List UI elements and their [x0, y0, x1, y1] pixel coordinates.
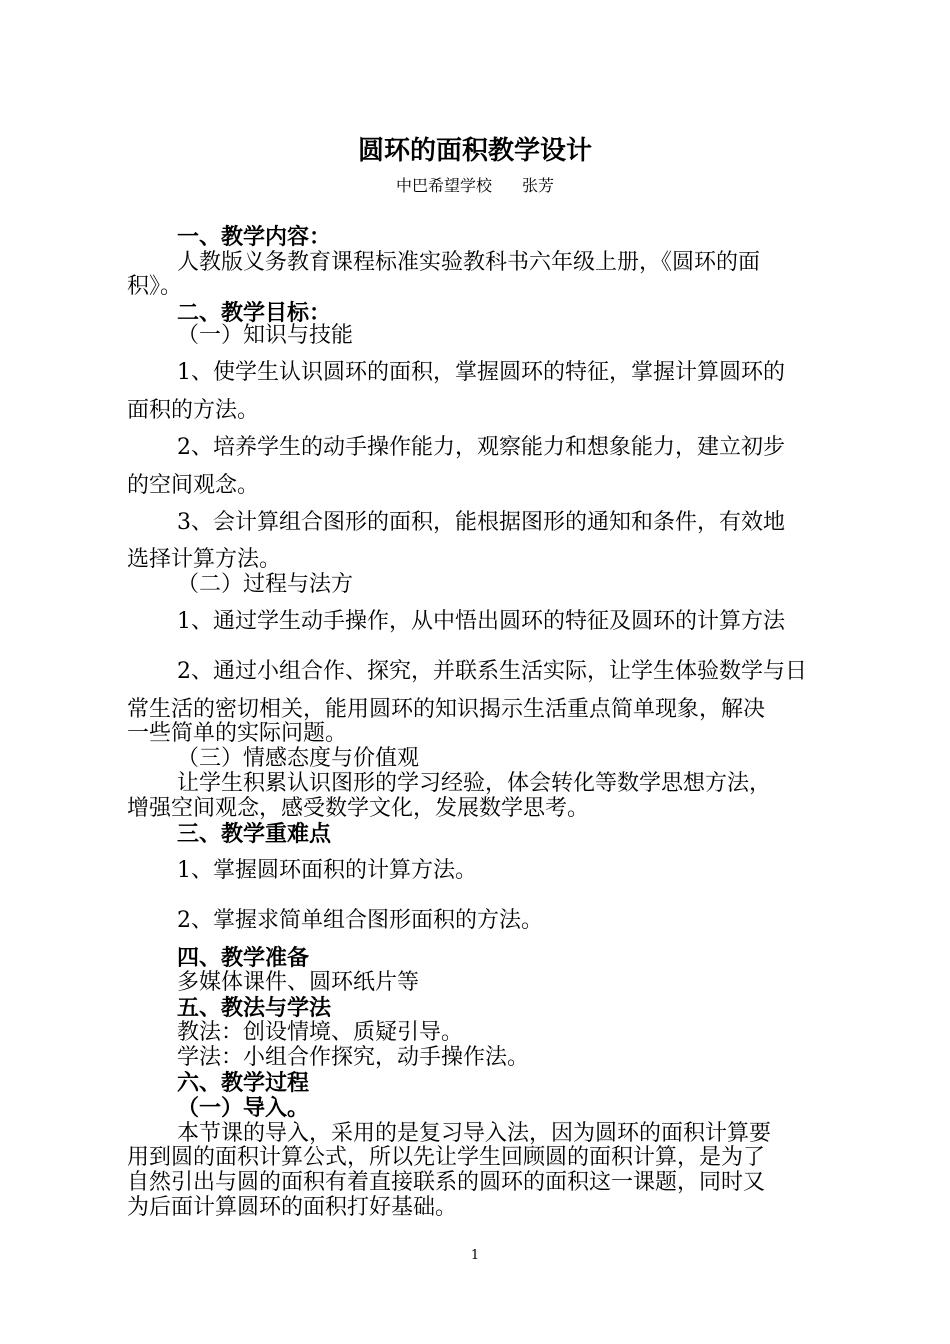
paragraph-line: 1、使学生认识圆环的面积，掌握圆环的特征，掌握计算圆环的: [177, 360, 785, 385]
paragraph-line: 学法：小组合作探究，动手操作法。: [177, 1045, 530, 1070]
heading-key-points: 三、教学重难点: [177, 821, 332, 847]
school-name: 中巴希望学校: [395, 176, 492, 195]
paragraph-line: 3、会计算组合图形的面积，能根据图形的通知和条件，有效地: [177, 510, 785, 535]
paragraph-line: 1、通过学生动手操作，从中悟出圆环的特征及圆环的计算方法: [177, 609, 785, 634]
subheading-intro: （一）导入。: [177, 1095, 310, 1121]
author-line: [0, 176, 950, 196]
paragraph-line: 多媒体课件、圆环纸片等: [177, 970, 420, 995]
page-number: 1: [470, 1248, 480, 1263]
subheading-process: （二）过程与法方: [177, 572, 354, 597]
paragraph-line: 1、掌握圆环面积的计算方法。: [177, 858, 477, 883]
paragraph-line: 2、掌握求简单组合图形面积的方法。: [177, 908, 543, 933]
paragraph-line: 增强空间观念，感受数学文化，发展数学思考。: [127, 796, 590, 821]
subheading-attitude: （三）情感态度与价值观: [177, 746, 420, 771]
paragraph-line: 一些简单的实际问题。: [127, 721, 348, 746]
heading-process: 六、教学过程: [177, 1070, 310, 1096]
page-title: 圆环的面积教学设计: [357, 136, 592, 166]
heading-preparation: 四、教学准备: [177, 945, 310, 971]
subheading-knowledge: （一）知识与技能: [177, 323, 354, 348]
heading-methods: 五、教法与学法: [177, 995, 332, 1021]
paragraph-line: 自然引出与圆的面积有着直接联系的圆环的面积这一课题，同时又: [127, 1170, 766, 1195]
paragraph-line: 选择计算方法。: [127, 547, 282, 572]
author-name: 张芳: [522, 176, 555, 195]
paragraph-line: 的空间观念。: [127, 473, 260, 498]
paragraph-line: 常生活的密切相关，能用圆环的知识揭示生活重点简单现象，解决: [127, 697, 766, 722]
paragraph-line: 人教版义务教育课程标准实验教科书六年级上册，《圆环的面: [177, 250, 761, 275]
heading-content: 一、教学内容：: [177, 224, 332, 250]
paragraph-line: 积》。: [127, 274, 183, 299]
paragraph-line: 面积的方法。: [127, 398, 260, 423]
paragraph-line: 2、通过小组合作、探究，并联系生活实际，让学生体验数学与日: [177, 659, 807, 684]
paragraph-line: 让学生积累认识图形的学习经验，体会转化等数学思想方法，: [177, 771, 772, 796]
paragraph-line: 用到圆的面积计算公式，所以先让学生回顾圆的面积计算，是为了: [127, 1145, 766, 1170]
paragraph-line: 本节课的导入，采用的是复习导入法，因为圆环的面积计算要: [177, 1121, 772, 1146]
paragraph-line: 为后面计算圆环的面积打好基础。: [127, 1195, 458, 1220]
paragraph-line: 教法：创设情境、质疑引导。: [177, 1020, 464, 1045]
heading-objectives: 二、教学目标：: [177, 300, 332, 326]
paragraph-line: 2、培养学生的动手操作能力，观察能力和想象能力，建立初步: [177, 435, 785, 460]
